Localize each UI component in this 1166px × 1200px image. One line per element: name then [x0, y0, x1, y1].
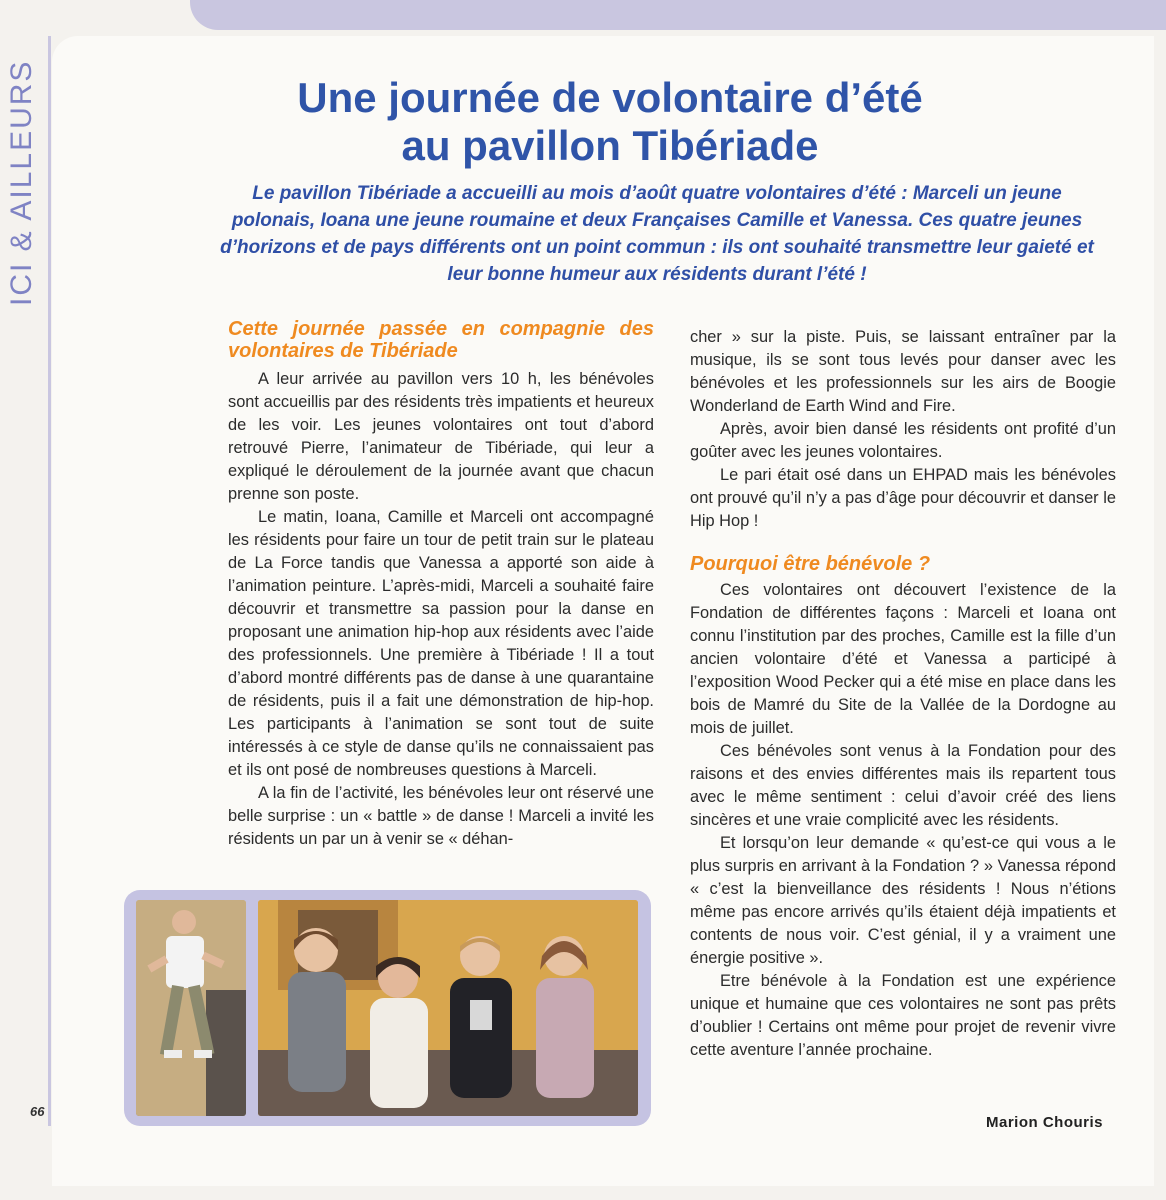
- paragraph-snack: Après, avoir bien dansé les résidents ont profité d’un goûter avec les jeunes volontaires.: [690, 420, 1116, 461]
- paragraph-battle: A la fin de l’activité, les bénévoles leur ont réservé une belle surprise : un « battle » de danse ! Marceli a invité les résidents un par un à venir se « déhan-: [228, 784, 654, 848]
- paragraph-feeling: Ces bénévoles sont venus à la Fondation pour des raisons et des envies différentes mais ils repartent tous avec le même sentiment : celui d’avoir créé des liens sincères et une vraie complicité avec les résidents.: [690, 742, 1116, 829]
- subhead-why: Pourquoi être bénévole ?: [690, 553, 931, 575]
- dancer-photo: [136, 900, 246, 1116]
- column-left: [228, 318, 654, 851]
- photo-frame: [124, 890, 651, 1126]
- column-right: [690, 326, 1116, 1062]
- paragraph-morning: Le matin, Ioana, Camille et Marceli ont accompagné les résidents pour faire un tour de petit train sur le plateau de La Force tandis que Vanessa a apporté son aide à l’animation peinture. L’après-midi, Marceli a souhaité faire découvrir et transmettre sa passion pour la danse en proposant une animation hip-hop aux résidents avec l’aide des professionnels. Une première à Tibériade ! Il a tout d’abord montré différents pas de danse à une quarantaine de résidents, puis il a fait une démonstration de hip-hop. Les participants à l’animation se sont tout de suite intéressés à ce style de danse qu’ils ne connaissaient pas et ils ont posé de nombreuses questions à Marceli.: [228, 508, 654, 779]
- paragraph-experience: Etre bénévole à la Fondation est une expérience unique et humaine que ces volontaires ne sont pas prêts d’oublier ! Certains ont même pour projet de revenir vivre cette aventure l’année prochaine.: [690, 972, 1116, 1059]
- title-line-2: au pavillon Tibériade: [401, 122, 819, 169]
- article-title: [250, 74, 970, 170]
- author-signature: Marion Chouris: [986, 1114, 1104, 1131]
- header-tab: [190, 0, 1166, 30]
- section-label: ICI & AILLEURS: [5, 59, 38, 306]
- paragraph-discovery: Ces volontaires ont découvert l’existence de la Fondation de différentes façons : Marceli et Ioana ont connu l’institution par des proches, Camille est la fille d’un ancien volontaire d’été et Vanessa a participé à l’exposition Wood Pecker qui a été mise en place dans les bois de Mamré du Site de la Vallée de la Dordogne au mois de juillet.: [690, 581, 1116, 737]
- page-number: 66: [30, 1104, 45, 1119]
- article-lead: Le pavillon Tibériade a accueilli au mois d’août quatre volontaires d’été : Marceli un jeune polonais, Ioana une jeune roumaine et deux Françaises Camille et Vanessa. Ces quatre jeunes d’horizons et de pays différents ont un point commun : ils ont souhaité transmettre leur gaieté et leur bonne humeur aux résidents durant l’été !: [220, 183, 1094, 285]
- paragraph-bet: Le pari était osé dans un EHPAD mais les bénévoles ont prouvé qu’il n’y a pas d’âge pour découvrir et danser le Hip Hop !: [690, 466, 1116, 530]
- volunteers-group-photo: [258, 900, 638, 1116]
- title-line-1: Une journée de volontaire d’été: [297, 74, 923, 121]
- paragraph-surprise: Et lorsqu’on leur demande « qu’est-ce qui vous a le plus surpris en arrivant à la Fondation ? » Vanessa répond « c’est la bienveillance des résidents ! Nous n’étions même pas encore arrivés qu’ils étaient déjà impatients et contents de nous voir. C’est génial, il y a vraiment une énergie positive ».: [690, 834, 1116, 967]
- subhead-day: Cette journée passée en compagnie des volontaires de Tibériade: [228, 318, 654, 362]
- paragraph-dance: cher » sur la piste. Puis, se laissant entraîner par la musique, ils se sont tous levés pour danser avec les bénévoles et les professionnels sur les airs de Boogie Wonderland de Earth Wind and Fire.: [690, 328, 1116, 415]
- paragraph-arrival: A leur arrivée au pavillon vers 10 h, les bénévoles sont accueillis par des résidents très impatients et heureux de les voir. Les jeunes volontaires ont tout d’abord retrouvé Pierre, l’animateur de Tibériade, qui leur a expliqué le déroulement de la journée avant que chacun prenne son poste.: [228, 370, 654, 503]
